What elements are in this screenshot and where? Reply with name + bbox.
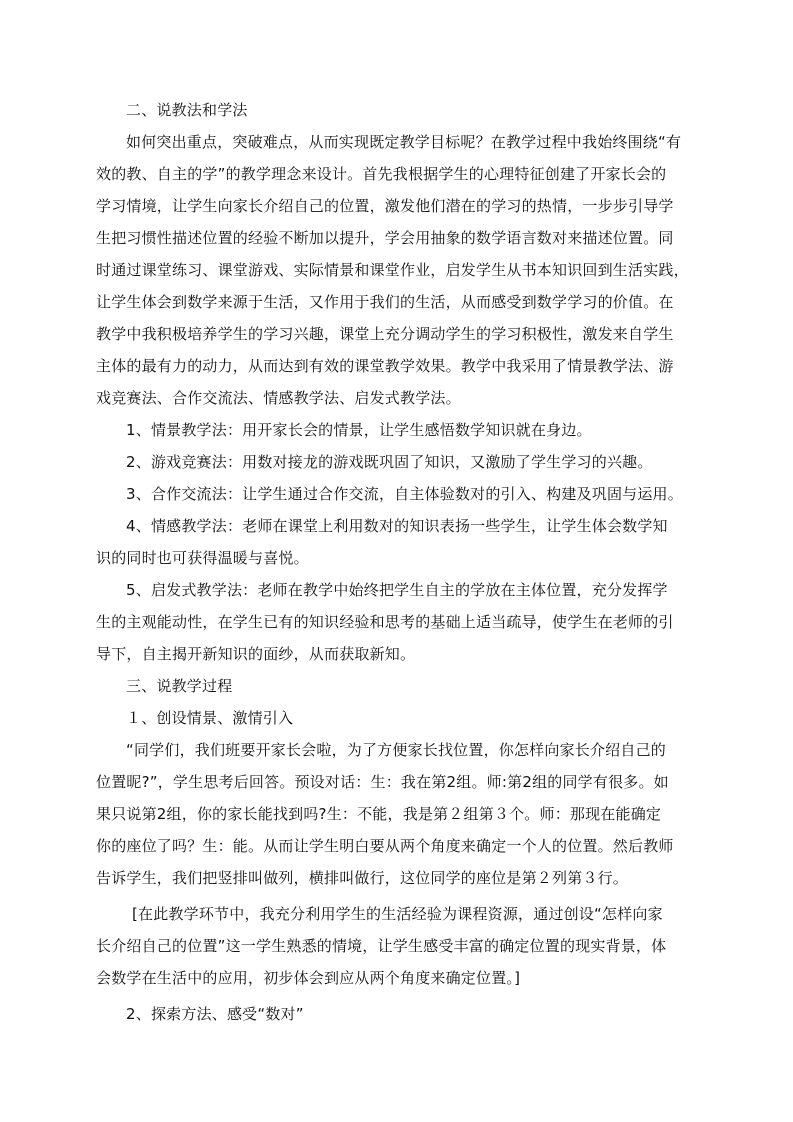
section-heading-teaching-process: 三、说教学过程: [126, 677, 233, 695]
text-line: “同学们，我们班要开家长会啦，为了方便家长找位置，你怎样向家长介绍自己的: [126, 741, 666, 759]
paragraph-step-1: [96, 734, 700, 894]
text-line: 时通过课堂练习、课堂游戏、实际情景和课堂作业，启发学生从书本知识回到生活实践，: [96, 261, 689, 279]
note-step-1: [96, 898, 700, 994]
text-line: [在此教学环节中，我充分利用学生的生活经验为课程资源，通过创设“怎样向家: [132, 905, 663, 923]
text-line: 学习情境，让学生向家长介绍自己的位置，激发他们潜在的学习的热情，一步步引导学: [96, 197, 674, 215]
text-line: 你的座位了吗？生：能。从而让学生明白要从两个角度来确定一个人的位置。然后教师: [96, 837, 674, 855]
text-line: 位置昵?”，学生思考后回答。预设对话：生：我在第2组。师:第2组的同学有很多。如: [96, 773, 669, 791]
method-item-3: 3、合作交流法：让学生通过合作交流，自主体验数对的引入、构建及巩固与运用。: [126, 485, 683, 503]
method-item-1: 1、情景教学法：用开家长会的情景，让学生感悟数学知识就在身边。: [126, 421, 592, 439]
text-line: 长介绍自己的位置”这一学生熟悉的情境，让学生感受丰富的确定位置的现实背景，体: [96, 937, 667, 955]
text-line: 4、情感教学法：老师在课堂上利用数对的知识表扬一些学生，让学生体会数学知: [126, 517, 668, 535]
text-line: 如何突出重点，突破难点，从而实现既定教学目标呢？在教学过程中我始终围绕“有: [126, 133, 682, 151]
text-line: 主体的最有力的动力，从而达到有效的课堂教学效果。教学中我采用了情景教学法、游: [96, 357, 674, 375]
paragraph-teaching-methods: [96, 126, 700, 414]
method-item-2: 2、游戏竞赛法：用数对接龙的游戏既巩固了知识，又激励了学生学习的兴趣。: [126, 453, 653, 471]
text-line: 教学中我积极培养学生的学习兴趣，课堂上充分调动学生的学习积极性，激发来自学生: [96, 325, 674, 343]
text-line: 戏竞赛法、合作交流法、情感教学法、启发式教学法。: [96, 389, 461, 407]
method-item-4: [96, 510, 700, 574]
text-line: 生把习惯性描述位置的经验不断加以提升，学会用抽象的数学语言数对来描述位置。同: [96, 229, 674, 247]
section-heading-teaching-methods: 二、说教法和学法: [126, 101, 248, 119]
text-line: 5、启发式教学法：老师在教学中始终把学生自主的学放在主体位置，充分发挥学: [126, 581, 668, 599]
text-line: 效的教、自主的学”的教学理念来设计。首先我根据学生的心理特征创建了开家长会的: [96, 165, 667, 183]
step-heading-2: 2、探索方法、感受“数对”: [126, 1005, 304, 1023]
method-item-5: [96, 574, 700, 670]
document-body: [96, 94, 700, 1030]
text-line: 果只说第2组，你的家长能找到吗?生：不能，我是第２组第３个。师：那现在能确定: [96, 805, 662, 823]
text-line: 告诉学生，我们把竖排叫做列，横排叫做行，这位同学的座位是第２列第３行。: [96, 869, 629, 887]
text-line: 会数学在生活中的应用，初步体会到应从两个角度来确定位置。]: [96, 969, 521, 987]
text-line: 让学生体会到数学来源于生活，又作用于我们的生活，从而感受到数学学习的价值。在: [96, 293, 674, 311]
step-heading-1: １、创设情景、激情引入: [126, 709, 294, 727]
text-line: 识的同时也可获得温暖与喜悦。: [96, 549, 309, 567]
text-line: 导下，自主揭开新知识的面纱，从而获取新知。: [96, 645, 416, 663]
text-line: 生的主观能动性，在学生已有的知识经验和思考的基础上适当疏导，使学生在老师的引: [96, 613, 674, 631]
